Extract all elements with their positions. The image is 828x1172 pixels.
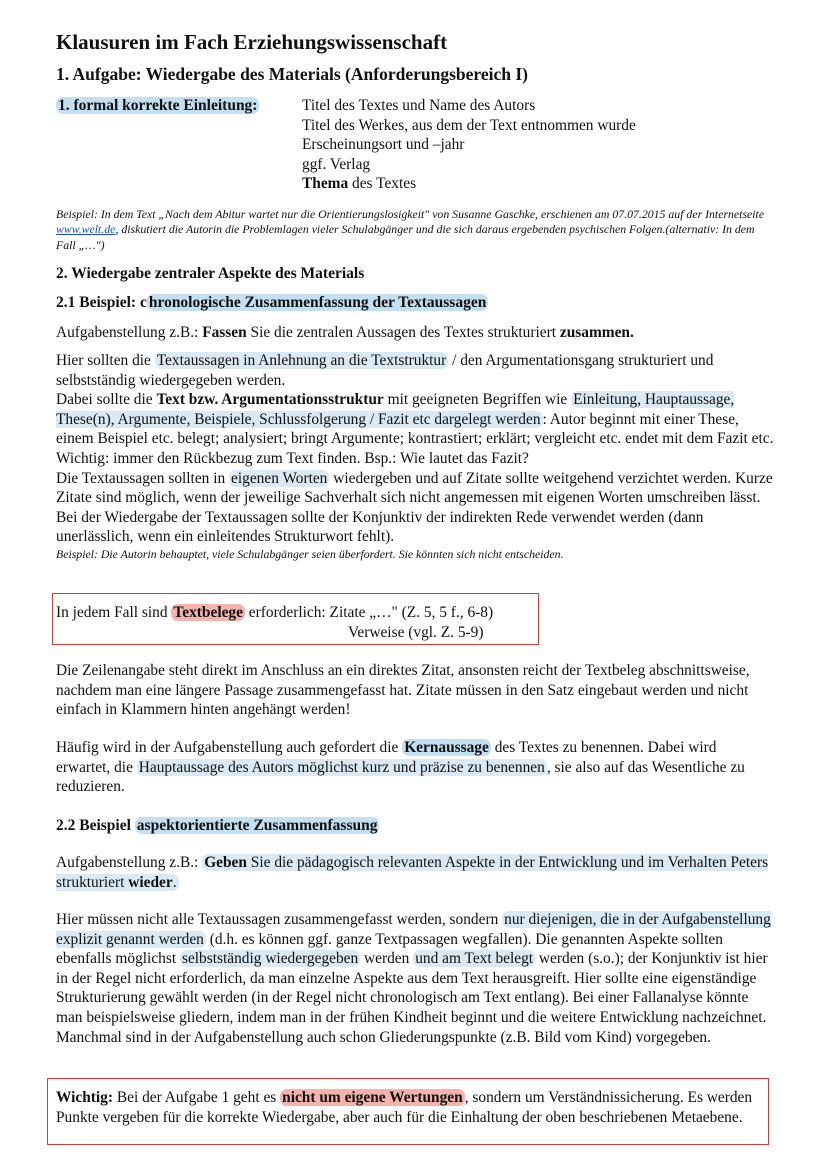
zeilenangabe-paragraph: Die Zeilenangabe steht direkt im Anschluss an ein direktes Zitat, ansonsten reicht der Textbeleg abschnittsweise, nachdem man eine längere Passage zusammengefasst hat. Zitate müssen in den Satz eingebaut werden und nicht einfach in Klammern hinten angehängt werden! [56, 662, 750, 719]
section21-example: Beispiel: Die Autorin behauptet, viele Schulabgänger seien überfordert. Sie könnten sich nicht entscheiden. [56, 546, 564, 561]
section22-paragraph: Hier müssen nicht alle Textaussagen zusammengefasst werden, sondern nur diejenigen, die in der Aufgabenstellung explizit genannt werden (d.h. es können ggf. ganze Textpassagen wegfallen). Die genannten Aspekte sollten ebenfalls möglichst selbstständig wiedergegeben werden und am Text belegt werden (s.o.); der Konjunktiv ist hier in der Regel nicht erforderlich, da man einzelne Aspekte aus dem Text herausgreift. Hier sollte eine eigenständige Strukturierung gewählt werden (in der Regel nicht chronologisch am Text entlang). Bei einer Fallanalyse könnte man beispielsweise gliedern, indem man in der frühen Kindheit beginnt und die weitere Entwicklung nachzeichnet. Manchmal sind in der Aufgabenstellung auch schon Gliederungspunkte (z.B. Bild vom Kind) vorgegeben. [56, 911, 771, 1046]
section2-heading: 2. Wiedergabe zentraler Aspekte des Materials [56, 265, 365, 282]
intro-item-thema: Thema des Textes [302, 175, 417, 193]
document-title: Klausuren im Fach Erziehungswissenschaft [56, 30, 448, 54]
intro-label-text: 1. formal korrekte Einleitung: [58, 97, 258, 114]
section21-task: Aufgabenstellung z.B.: Fassen Sie die zentralen Aussagen des Textes strukturiert zusammen. [56, 324, 634, 341]
example-intro: Beispiel: In dem Text „Nach dem Abitur wartet nur die Orientierungslosigkeit" von Susanne Gaschke, erschienen am 07.07.2015 auf der Internetseite www.welt.de, diskutiert die Autorin die Problemlagen vieler Schulabgänger und die sich daraus ergebenden psychischen Folgen.(alternativ: In dem Fall „…") [56, 207, 765, 252]
section21-paragraph: Hier sollten die Textaussagen in Anlehnung an die Textstruktur / den Argumentationsgang strukturiert und selbstständig wiedergegeben werden. [56, 352, 714, 389]
section21-paragraph: Die Textaussagen sollten in eigenen Worten wiedergeben und auf Zitate sollte weitgehend verzichtet werden. Kurze Zitate sind möglich, wenn der jeweilige Sachverhalt sich nicht angemessen mit eigenen Worten umschreiben lässt. Bei der Wiedergabe der Textaussagen sollte der Konjunktiv der indirekten Rede verwendet werden (dann unerlässlich, wenn ein einleitendes Strukturwort fehlt). [56, 469, 773, 546]
wichtig-paragraph: Wichtig: Bei der Aufgabe 1 geht es nicht um eigene Wertungen , sondern um Verständnissicherung. Es werden Punkte vergeben für die korrekte Wiedergabe, aber auch für die Einhaltung der oben beschriebenen Metaebene. [56, 1089, 753, 1126]
section21-heading: 2.1 Beispiel: c hronologische Zusammenfassung der Textaussagen [56, 294, 487, 311]
section21-body [56, 351, 774, 562]
intro-item: ggf. Verlag [302, 155, 371, 173]
intro-item: Erscheinungsort und –jahr [302, 136, 465, 154]
section22-task: Aufgabenstellung z.B.: Geben Sie die pädagogisch relevanten Aspekte in der Entwicklung und im Verhalten Peters strukturiert wieder. [56, 854, 769, 891]
verweise-line: Verweise (vgl. Z. 5-9) [348, 624, 484, 641]
section21-paragraph: Dabei sollte die Text bzw. Argumentationsstruktur mit geeigneten Begriffen wie Einleitung, Hauptaussage, These(n), Argumente, Beispiele, Schlussfolgerung / Fazit etc dargelegt werden : Autor beginnt mit einer These, einem Beispiel etc. belegt; analysiert; bringt Argumente; kontrastiert; erklärt; vergleicht etc. endet mit dem Fazit etc. Wichtig: immer den Rückbezug zum Text finden. Bsp.: Wie lautet das Fazit? [56, 391, 774, 467]
textbelege-line: In jedem Fall sind Textbelege erforderlich: Zitate „…" (Z. 5, 5 f., 6-8) [56, 604, 494, 621]
section22-heading: 2.2 Beispiel aspektorientierte Zusammenfassung [56, 817, 378, 834]
kernaussage-paragraph: Häufig wird in der Aufgabenstellung auch gefordert die Kernaussage des Textes zu benennen. Dabei wird erwartet, die Hauptaussage des Autors möglichst kurz und präzise zu benennen , sie also auf das Wesentliche zu reduzieren. [56, 739, 745, 796]
intro-item: Titel des Textes und Name des Autors [302, 97, 536, 114]
task1-heading: 1. Aufgabe: Wiedergabe des Materials (Anforderungsbereich I) [56, 64, 528, 84]
welt-link[interactable]: www.welt.de [56, 222, 116, 237]
intro-label [56, 97, 259, 115]
intro-list [302, 96, 636, 194]
intro-item: Titel des Werkes, aus dem der Text entnommen wurde [302, 116, 636, 134]
